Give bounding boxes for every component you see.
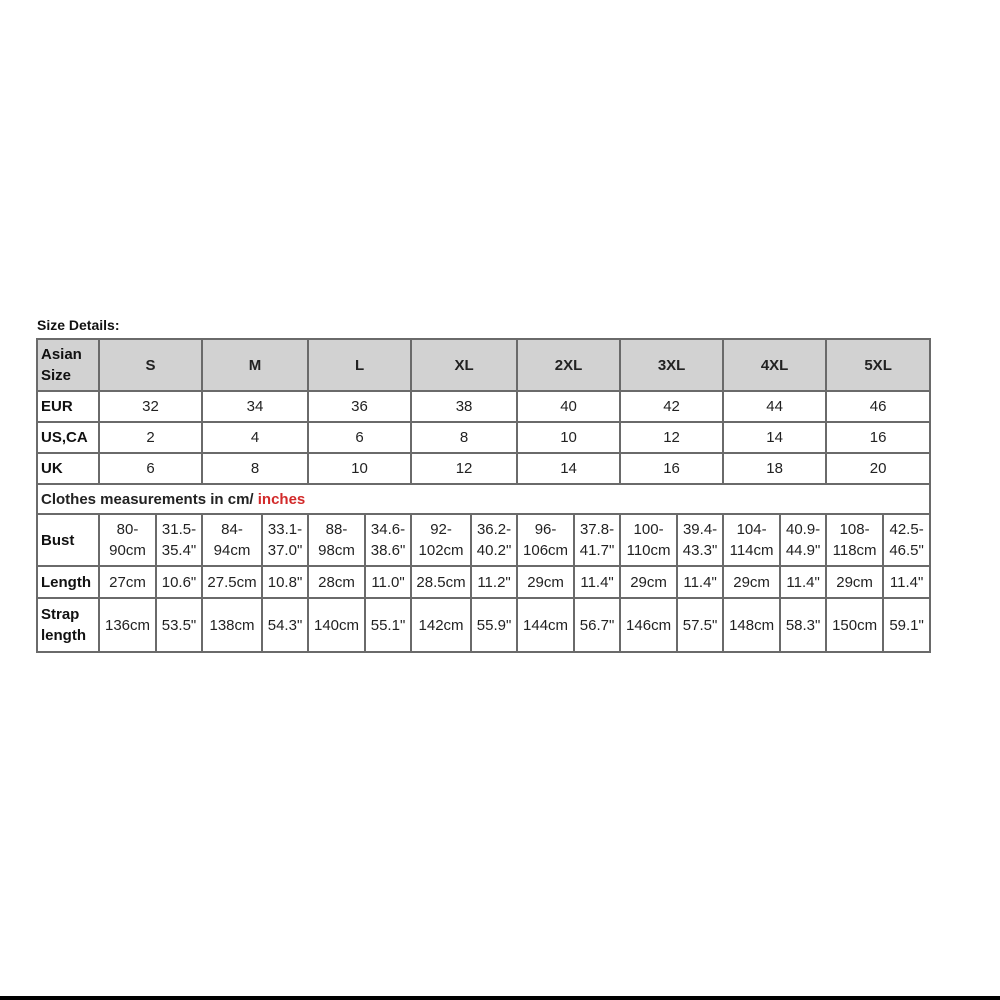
size-header-xl: XL [411, 339, 517, 391]
strap-cm-cell: 142cm [411, 598, 471, 652]
strap-cm-cell: 138cm [202, 598, 262, 652]
uk-cell: 14 [517, 453, 620, 484]
bust-cm-cell [723, 514, 780, 566]
strap-inch-cell: 58.3" [780, 598, 826, 652]
eur-label: EUR [37, 391, 99, 422]
bust-cm-cell [620, 514, 677, 566]
bust-cm-line2: 106cm [523, 542, 569, 559]
bust-inch-cell [883, 514, 930, 566]
us-ca-cell: 10 [517, 422, 620, 453]
uk-cell: 18 [723, 453, 826, 484]
strap-cm-cell: 146cm [620, 598, 677, 652]
strap-cm-cell: 148cm [723, 598, 780, 652]
bust-cm-line2: 102cm [418, 542, 464, 559]
bust-inch-cell [156, 514, 202, 566]
eur-cell: 34 [202, 391, 308, 422]
strap-inch-cell: 54.3" [262, 598, 308, 652]
bust-inch-cell [262, 514, 308, 566]
bust-cm-line2: 98cm [318, 542, 355, 559]
us-ca-cell: 8 [411, 422, 517, 453]
bust-cm-line1: 108- [839, 521, 870, 538]
bust-row [37, 514, 930, 566]
strap-length-label [37, 598, 99, 652]
bust-cm-line2: 90cm [109, 542, 146, 559]
strap-inch-cell: 55.9" [471, 598, 517, 652]
measurements-note-text: Clothes measurements in cm/ [41, 490, 258, 508]
bust-cm-line2: 94cm [213, 542, 251, 559]
us-ca-cell: 12 [620, 422, 723, 453]
length-cm-cell: 27cm [99, 566, 156, 598]
bust-inch-line1: 40.9- [785, 521, 821, 538]
bust-inch-line1: 37.8- [579, 521, 615, 538]
bust-inch-line2: 40.2" [476, 542, 512, 559]
us-ca-cell: 14 [723, 422, 826, 453]
bust-cm-line1: 96- [534, 521, 557, 538]
us-ca-cell: 2 [99, 422, 202, 453]
length-cm-cell: 28.5cm [411, 566, 471, 598]
bust-cm-cell [202, 514, 262, 566]
bust-inch-line1: 42.5- [889, 521, 924, 538]
uk-label: UK [37, 453, 99, 484]
strap-inch-cell: 53.5" [156, 598, 202, 652]
eur-cell: 38 [411, 391, 517, 422]
length-row [37, 566, 930, 598]
bust-inch-line2: 38.6" [370, 542, 406, 559]
bust-cm-line2: 110cm [626, 542, 671, 559]
bust-inch-line2: 41.7" [579, 542, 615, 559]
bust-cm-cell [99, 514, 156, 566]
us-ca-label: US,CA [37, 422, 99, 453]
size-header-m: M [202, 339, 308, 391]
size-header-3xl: 3XL [620, 339, 723, 391]
bust-cm-line1: 100- [633, 521, 664, 538]
length-cm-cell: 29cm [826, 566, 883, 598]
eur-cell: 46 [826, 391, 930, 422]
bust-inch-cell [574, 514, 620, 566]
uk-cell: 6 [99, 453, 202, 484]
length-label: Length [37, 566, 99, 598]
size-header-l: L [308, 339, 411, 391]
uk-cell: 16 [620, 453, 723, 484]
length-inch-cell: 11.4" [677, 566, 723, 598]
bust-inch-line1: 39.4- [682, 521, 718, 538]
strap-inch-cell: 55.1" [365, 598, 411, 652]
length-cm-cell: 28cm [308, 566, 365, 598]
asian-size-header-line1: Asian [41, 346, 82, 363]
bust-inch-line1: 33.1- [267, 521, 303, 538]
us-ca-cell: 16 [826, 422, 930, 453]
bust-cm-line1: 80- [116, 521, 139, 538]
length-inch-cell: 10.6" [156, 566, 202, 598]
bust-cm-cell [826, 514, 883, 566]
size-header-5xl: 5XL [826, 339, 930, 391]
length-inch-cell: 11.4" [574, 566, 620, 598]
bust-label: Bust [37, 514, 99, 566]
uk-row [37, 453, 930, 484]
length-cm-cell: 29cm [517, 566, 574, 598]
bust-cm-line1: 88- [325, 521, 348, 538]
size-header-4xl: 4XL [723, 339, 826, 391]
asian-size-header-line2: Size [41, 367, 72, 384]
length-inch-cell: 11.0" [365, 566, 411, 598]
us-ca-row [37, 422, 930, 453]
us-ca-cell: 6 [308, 422, 411, 453]
bust-inch-line1: 36.2- [476, 521, 512, 538]
measurements-note-inches: inches [257, 490, 306, 508]
strap-length-label-line2: length [41, 627, 86, 644]
eur-row [37, 391, 930, 422]
strap-length-label-line1: Strap [41, 606, 80, 623]
size-details-section [36, 316, 929, 653]
bottom-border-line [0, 996, 1000, 1000]
uk-cell: 12 [411, 453, 517, 484]
bust-cm-cell [517, 514, 574, 566]
bust-cm-line1: 104- [736, 521, 767, 538]
strap-cm-cell: 150cm [826, 598, 883, 652]
strap-cm-cell: 140cm [308, 598, 365, 652]
length-cm-cell: 29cm [723, 566, 780, 598]
eur-cell: 40 [517, 391, 620, 422]
uk-cell: 8 [202, 453, 308, 484]
bust-inch-line2: 35.4" [161, 542, 197, 559]
measurements-note-row [37, 484, 930, 514]
size-header-2xl: 2XL [517, 339, 620, 391]
bust-cm-line1: 84- [221, 521, 243, 538]
us-ca-cell: 4 [202, 422, 308, 453]
strap-length-row [37, 598, 930, 652]
length-inch-cell: 11.4" [780, 566, 826, 598]
strap-inch-cell: 59.1" [883, 598, 930, 652]
eur-cell: 44 [723, 391, 826, 422]
strap-cm-cell: 136cm [99, 598, 156, 652]
bust-cm-line2: 118cm [832, 542, 877, 559]
bust-inch-line1: 31.5- [161, 521, 197, 538]
length-inch-cell: 10.8" [262, 566, 308, 598]
asian-size-header [37, 339, 99, 391]
eur-cell: 42 [620, 391, 723, 422]
bust-cm-line2: 114cm [729, 542, 774, 559]
uk-cell: 10 [308, 453, 411, 484]
eur-cell: 36 [308, 391, 411, 422]
bust-inch-cell [677, 514, 723, 566]
bust-cm-line1: 92- [430, 521, 452, 538]
uk-cell: 20 [826, 453, 930, 484]
length-cm-cell: 27.5cm [202, 566, 262, 598]
bust-cm-cell [308, 514, 365, 566]
size-header-s: S [99, 339, 202, 391]
header-row [37, 339, 930, 391]
length-inch-cell: 11.4" [883, 566, 930, 598]
bust-inch-line2: 46.5" [889, 542, 924, 559]
bust-inch-cell [365, 514, 411, 566]
strap-cm-cell: 144cm [517, 598, 574, 652]
bust-inch-line2: 43.3" [682, 542, 718, 559]
length-inch-cell: 11.2" [471, 566, 517, 598]
size-table [36, 338, 931, 653]
length-cm-cell: 29cm [620, 566, 677, 598]
bust-inch-line2: 37.0" [267, 542, 303, 559]
bust-inch-line2: 44.9" [785, 542, 821, 559]
measurements-note [37, 484, 930, 514]
bust-inch-line1: 34.6- [370, 521, 406, 538]
strap-inch-cell: 57.5" [677, 598, 723, 652]
bust-cm-cell [411, 514, 471, 566]
eur-cell: 32 [99, 391, 202, 422]
bust-inch-cell [780, 514, 826, 566]
size-details-caption: Size Details: [37, 317, 120, 333]
bust-inch-cell [471, 514, 517, 566]
strap-inch-cell: 56.7" [574, 598, 620, 652]
